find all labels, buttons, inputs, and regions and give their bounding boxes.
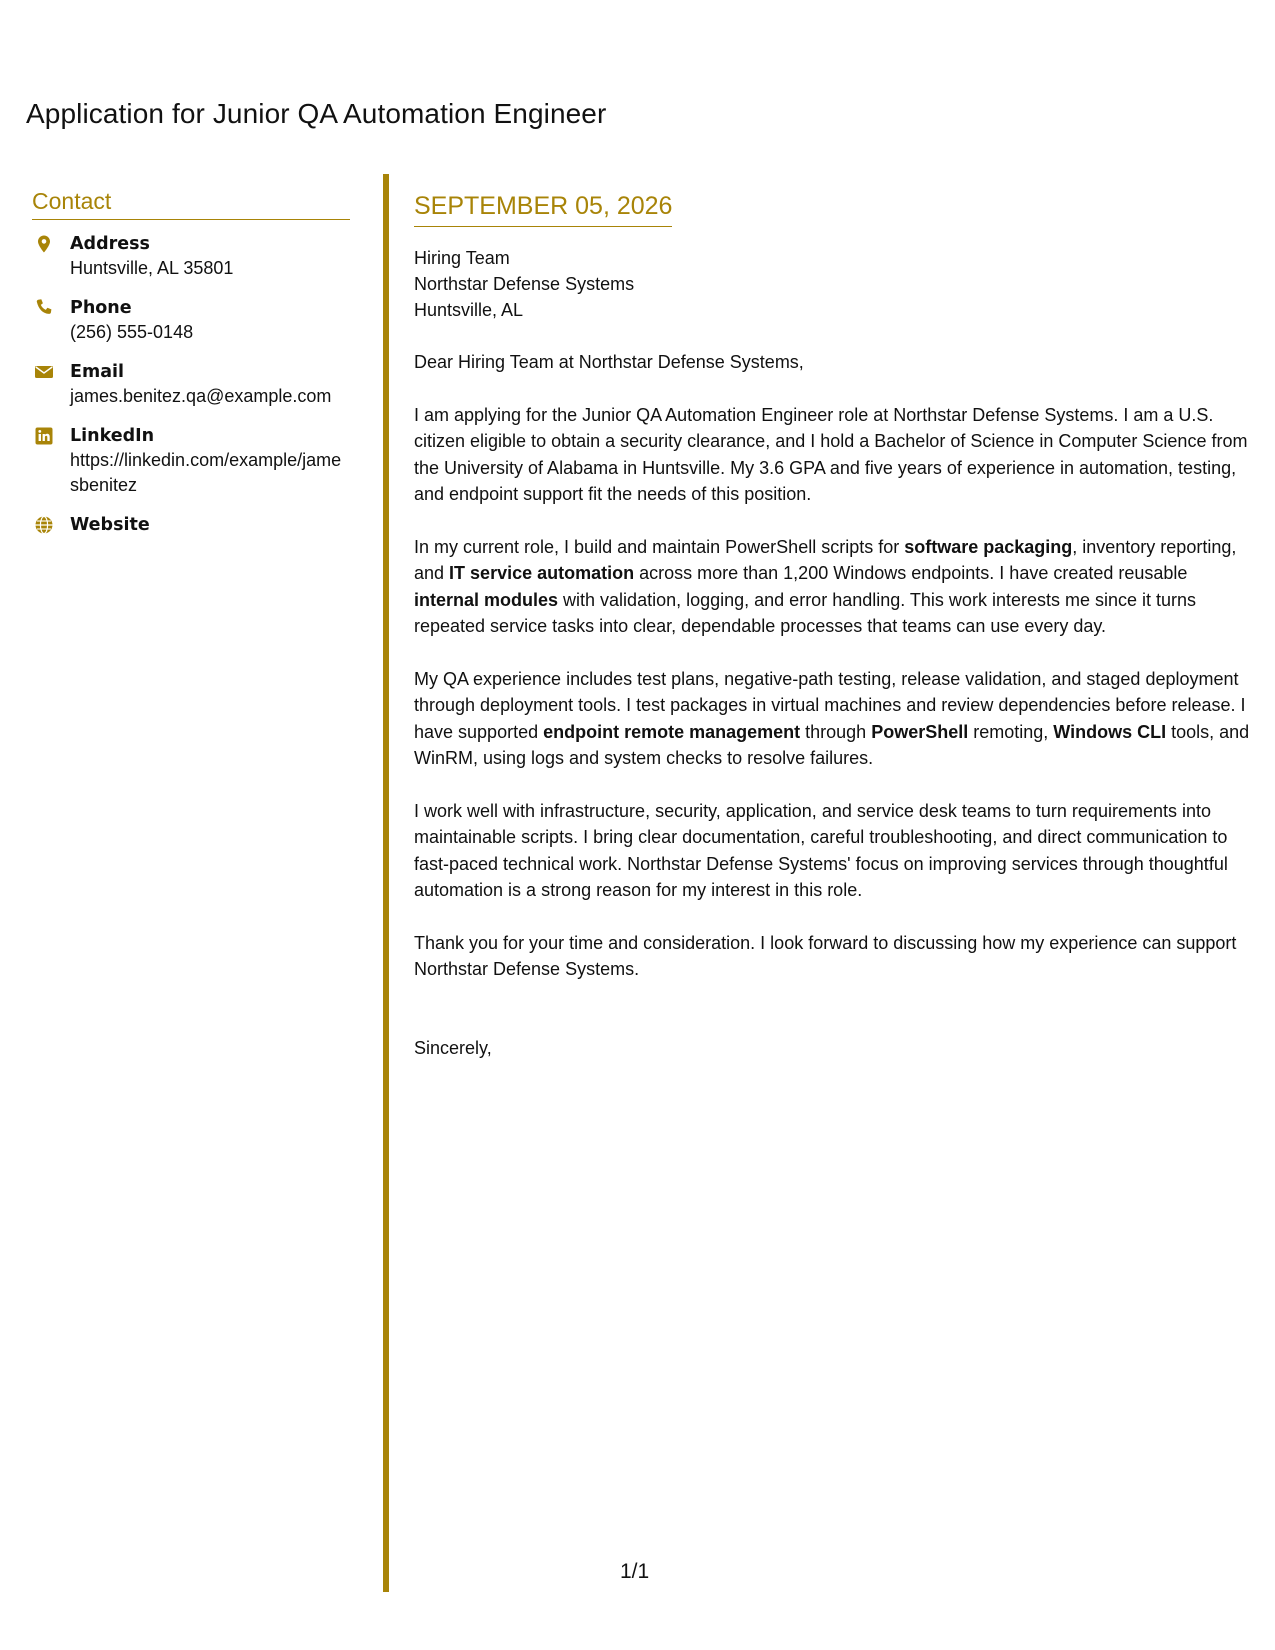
linkedin-value[interactable]: https://linkedin.com/example/jamesbenitez: [70, 450, 342, 495]
paragraph-2-bold-3: internal modules: [414, 589, 559, 610]
vertical-divider: [383, 174, 389, 1592]
recipient-location: Huntsville, AL: [414, 300, 524, 320]
paragraph-3-text-3: remoting,: [968, 721, 1054, 742]
website-label: Website: [70, 515, 150, 535]
address-label: Address: [70, 234, 150, 254]
linkedin-label: LinkedIn: [70, 426, 155, 446]
paragraph-3-bold-3: Windows CLI: [1053, 721, 1167, 742]
document-title: Application for Junior QA Automation Engineer: [26, 98, 607, 129]
paragraph-4: I work well with infrastructure, security, application, and service desk teams to turn requirements into maintainable scripts. I bring clear documentation, careful troubleshooting, and direct communication to fast-paced technical work. Northstar Defense Systems' focus on improving services through thoughtful automation is a strong reason for my interest in this role.: [414, 800, 1228, 900]
contact-item-address: [32, 232, 350, 281]
paragraph-2-text-1: In my current role, I build and maintain PowerShell scripts for: [414, 536, 905, 557]
contact-list: [32, 232, 350, 537]
contact-item-linkedin: [32, 424, 350, 498]
page-number: 1/1: [620, 1560, 650, 1583]
closing: Sincerely,: [414, 1037, 492, 1058]
paragraph-2-text-2: , inventory reporting, and: [414, 536, 1237, 583]
paragraph-3: [414, 666, 1250, 772]
paragraph-3-text-4: tools, and WinRM, using logs and system checks to resolve failures.: [414, 721, 1250, 768]
recipient-company: Northstar Defense Systems: [414, 274, 635, 294]
paragraph-2: [414, 534, 1250, 640]
phone-icon: [34, 298, 54, 318]
paragraph-2-text-4: with validation, logging, and error handling. This work interests me since it turns repeated service tasks into clear, dependable processes that teams can use every day.: [414, 589, 1197, 636]
contact-item-email: [32, 360, 350, 409]
contact-item-phone: [32, 296, 350, 345]
phone-label: Phone: [70, 298, 132, 318]
salutation: Dear Hiring Team at Northstar Defense Systems,: [414, 352, 804, 372]
letter-date: SEPTEMBER 05, 2026: [414, 190, 672, 227]
paragraph-2-bold-2: IT service automation: [449, 563, 635, 583]
contact-heading: Contact: [32, 188, 350, 220]
contact-item-website: [32, 513, 350, 537]
paragraph-2-bold-1: software packaging: [904, 536, 1073, 557]
email-value[interactable]: james.benitez.qa@example.com: [70, 386, 332, 406]
paragraph-3-text-2: through: [800, 721, 872, 742]
paragraph-2-text-3: across more than 1,200 Windows endpoints. I have created reusable: [634, 563, 1188, 583]
map-pin-icon: [34, 234, 54, 254]
envelope-icon: [34, 362, 54, 382]
paragraph-3-bold-1: endpoint remote management: [543, 721, 801, 742]
linkedin-icon: [34, 426, 54, 446]
address-value: Huntsville, AL 35801: [70, 258, 234, 278]
paragraph-3-bold-2: PowerShell: [871, 721, 969, 742]
email-label: Email: [70, 362, 124, 382]
phone-value: (256) 555-0148: [70, 322, 194, 342]
paragraph-5: Thank you for your time and consideration. I look forward to discussing how my experience can support Northstar Defense Systems.: [414, 932, 1237, 979]
letter-body: [414, 190, 1250, 1061]
recipient-block: [414, 245, 1250, 323]
paragraph-1: I am applying for the Junior QA Automation Engineer role at Northstar Defense Systems. I am a U.S. citizen eligible to obtain a security clearance, and I hold a Bachelor of Science in Computer Science from the University of Alabama in Huntsville. My 3.6 GPA and five years of experience in automation, testing, and endpoint support fit the needs of this position.: [414, 404, 1248, 504]
contact-sidebar: [32, 188, 350, 552]
paragraph-3-text-1: My QA experience includes test plans, negative-path testing, release validation, and staged deployment through deployment tools. I test packages in virtual machines and review dependencies before release. I have supported: [414, 668, 1246, 742]
globe-icon: [34, 515, 54, 535]
recipient-name: Hiring Team: [414, 248, 510, 268]
